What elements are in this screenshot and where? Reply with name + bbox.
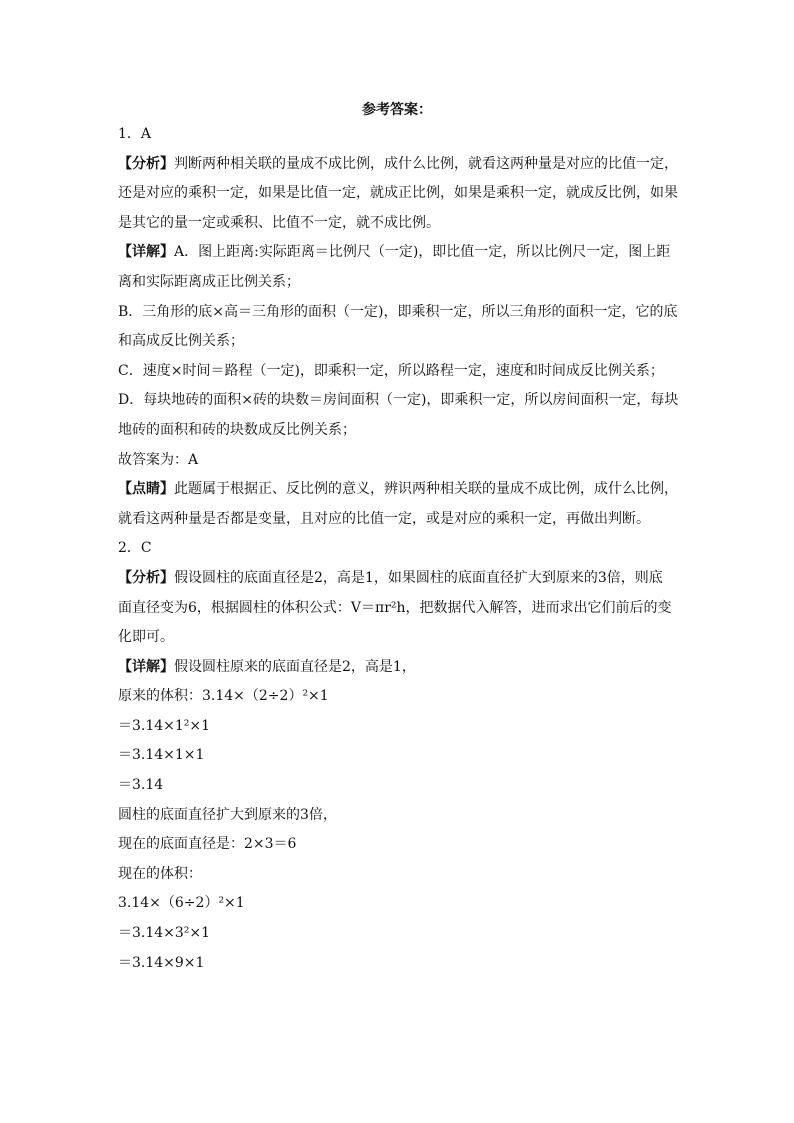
analysis-tag: 【分析】	[118, 155, 174, 172]
q1-analysis-line	[118, 150, 688, 180]
q2-detail-line: ＝3.14×1²×1	[118, 717, 211, 734]
q2-detail-line: 原来的体积：3.14×（2÷2）²×1	[118, 688, 329, 705]
q2-analysis-line: 面直径变为6，根据圆柱的体积公式：V＝πr²h，把数据代入解答，进而求出它们前后的变	[118, 599, 672, 616]
q2-number: 2．C	[118, 540, 152, 557]
q1-analysis-text: 判断两种相关联的量成不成比例，成什么比例，就看这两种量是对应的比值一定，	[174, 155, 678, 172]
q1-detail-line: B．三角形的底×高＝三角形的面积（一定)，即乘积一定，所以三角形的面积一定，它的底	[118, 303, 678, 320]
q2-analysis-line	[118, 564, 688, 594]
detail-tag: 【详解】	[118, 244, 174, 261]
q1-analysis-line: 是其它的量一定或乘积、比值不一定，就不成比例。	[118, 214, 440, 231]
answer-key-title: 参考答案：	[362, 102, 432, 118]
q2-detail-text: 假设圆柱原来的底面直径是2，高是1，	[174, 658, 416, 675]
q1-detail-line: D．每块地砖的面积×砖的块数＝房间面积（一定)，即乘积一定，所以房间面积一定，每块	[118, 392, 679, 409]
q1-comment-text: 此题属于根据正、反比例的意义，辨识两种相关联的量成不成比例，成什么比例，	[174, 481, 678, 498]
q1-number: 1．A	[118, 126, 152, 142]
q2-analysis-text: 假设圆柱的底面直径是2，高是1，如果圆柱的底面直径扩大到原来的3倍，则底	[174, 569, 663, 586]
q1-comment-line	[118, 475, 688, 505]
q2-detail-line: ＝3.14×1×1	[118, 747, 205, 764]
comment-tag: 【点睛】	[118, 481, 174, 498]
q2-detail-line: 现在的体积：	[118, 865, 202, 882]
q2-detail-line	[118, 653, 688, 683]
q1-detail-line: 离和实际距离成正比例关系；	[118, 273, 300, 290]
q2-detail-line: ＝3.14×3²×1	[118, 925, 211, 942]
q1-detail-line	[118, 238, 688, 268]
q1-analysis-line: 还是对应的乘积一定，如果是比值一定，就成正比例，如果是乘积一定，就成反比例，如果	[118, 185, 678, 202]
q1-detail-line: C．速度×时间＝路程（一定)，即乘积一定，所以路程一定，速度和时间成反比例关系；	[118, 362, 664, 379]
q1-detail-line: 地砖的面积和砖的块数成反比例关系；	[118, 421, 356, 438]
analysis-tag: 【分析】	[118, 569, 174, 586]
answer-body	[118, 120, 688, 978]
q2-analysis-line: 化即可。	[118, 629, 174, 646]
q1-answer-line: 故答案为：A	[118, 451, 199, 468]
q2-detail-line: ＝3.14	[118, 777, 164, 794]
q2-detail-line: ＝3.14×9×1	[118, 954, 205, 971]
q2-detail-line: 3.14×（6÷2）²×1	[118, 895, 245, 912]
q1-detail-line: 和高成反比例关系；	[118, 333, 244, 350]
q2-detail-line: 圆柱的底面直径扩大到原来的3倍，	[118, 806, 337, 823]
detail-tag: 【详解】	[118, 658, 174, 675]
q1-comment-line: 就看这两种量是否都是变量，且对应的比值一定，或是对应的乘积一定，再做出判断。	[118, 510, 650, 527]
q1-detail-text: A．图上距离:实际距离＝比例尺（一定)，即比值一定，所以比例尺一定，图上距	[174, 244, 671, 261]
q2-detail-line: 现在的底面直径是：2×3＝6	[118, 836, 297, 853]
